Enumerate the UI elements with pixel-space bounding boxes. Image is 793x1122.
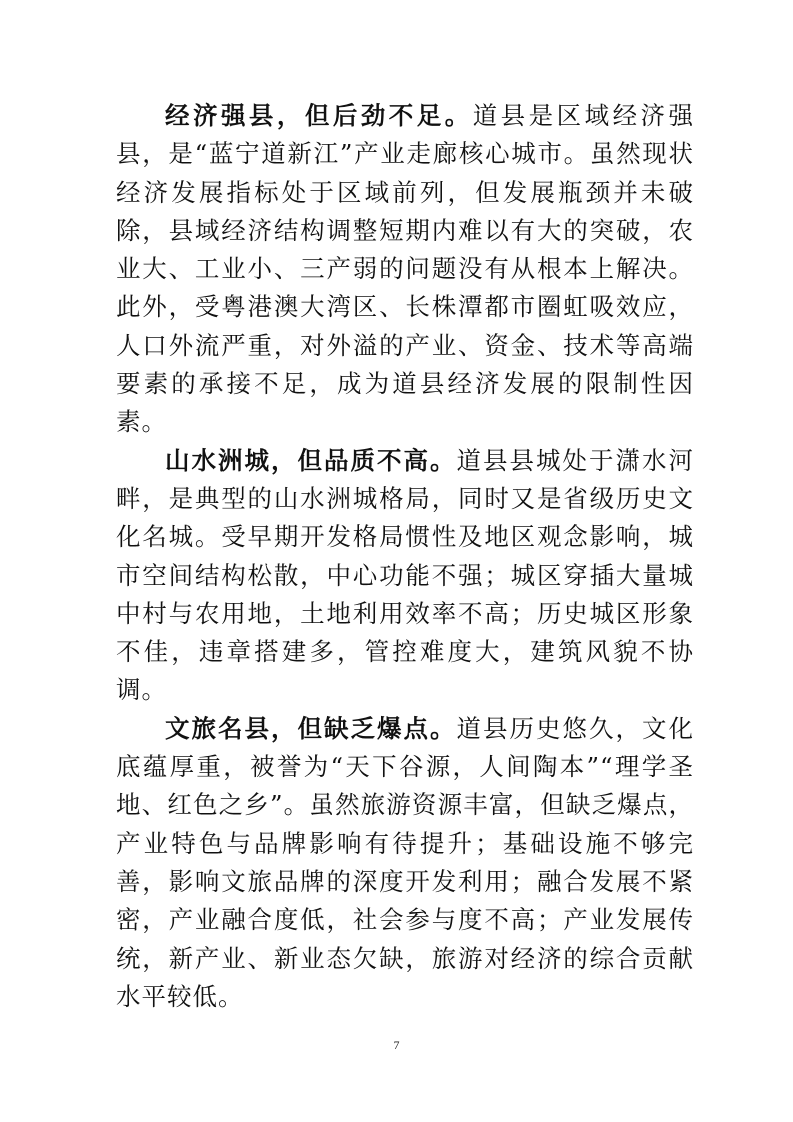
paragraph-heading: 山水洲城，但品质不高。 [165, 445, 457, 475]
page-number: 7 [393, 1038, 400, 1052]
paragraph-heading: 经济强县，但后劲不足。 [165, 101, 473, 130]
paragraph-body: 道县是区域经济强县，是“蓝宁道新江”产业走廊核心城市。虽然现状经济发展指标处于区域前列，但发展瓶颈并未破除，县域经济结构调整短期内难以有大的突破，农业大、工业小、三产弱的问题没有从根本上解决。此外，受粤港澳大湾区、长株潭都市圈虹吸效应，人口外流严重，对外溢的产业、资金、技术等高端要素的承接不足，成为道县经济发展的限制性因素。 [116, 101, 695, 437]
paragraph-body: 道县历史悠久，文化底蕴厚重，被誉为“天下谷源，人间陶本”“理学圣地、红色之乡”。虽然旅游资源丰富，但缺乏爆点，产业特色与品牌影响有待提升；基础设施不够完善，影响文旅品牌的深度开发利用；融合发展不紧密，产业融合度低，社会参与度不高；产业发展传统，新产业、新业态欠缺，旅游对经济的综合贡献水平较低。 [116, 713, 694, 1011]
paragraph-body: 道县县城处于潇水河畔，是典型的山水洲城格局，同时又是省级历史文化名城。受早期开发格局惯性及地区观念影响，城市空间结构松散，中心功能不强；城区穿插大量城中村与农用地，土地利用效率不高；历史城区形象不佳，违章搭建多，管控难度大，建筑风貌不协调。 [116, 445, 694, 705]
paragraph-economy [116, 97, 694, 442]
paragraph-city [116, 442, 694, 710]
body-text [116, 97, 694, 1016]
paragraph-tourism [116, 710, 694, 1016]
paragraph-heading: 文旅名县，但缺乏爆点。 [165, 713, 457, 743]
